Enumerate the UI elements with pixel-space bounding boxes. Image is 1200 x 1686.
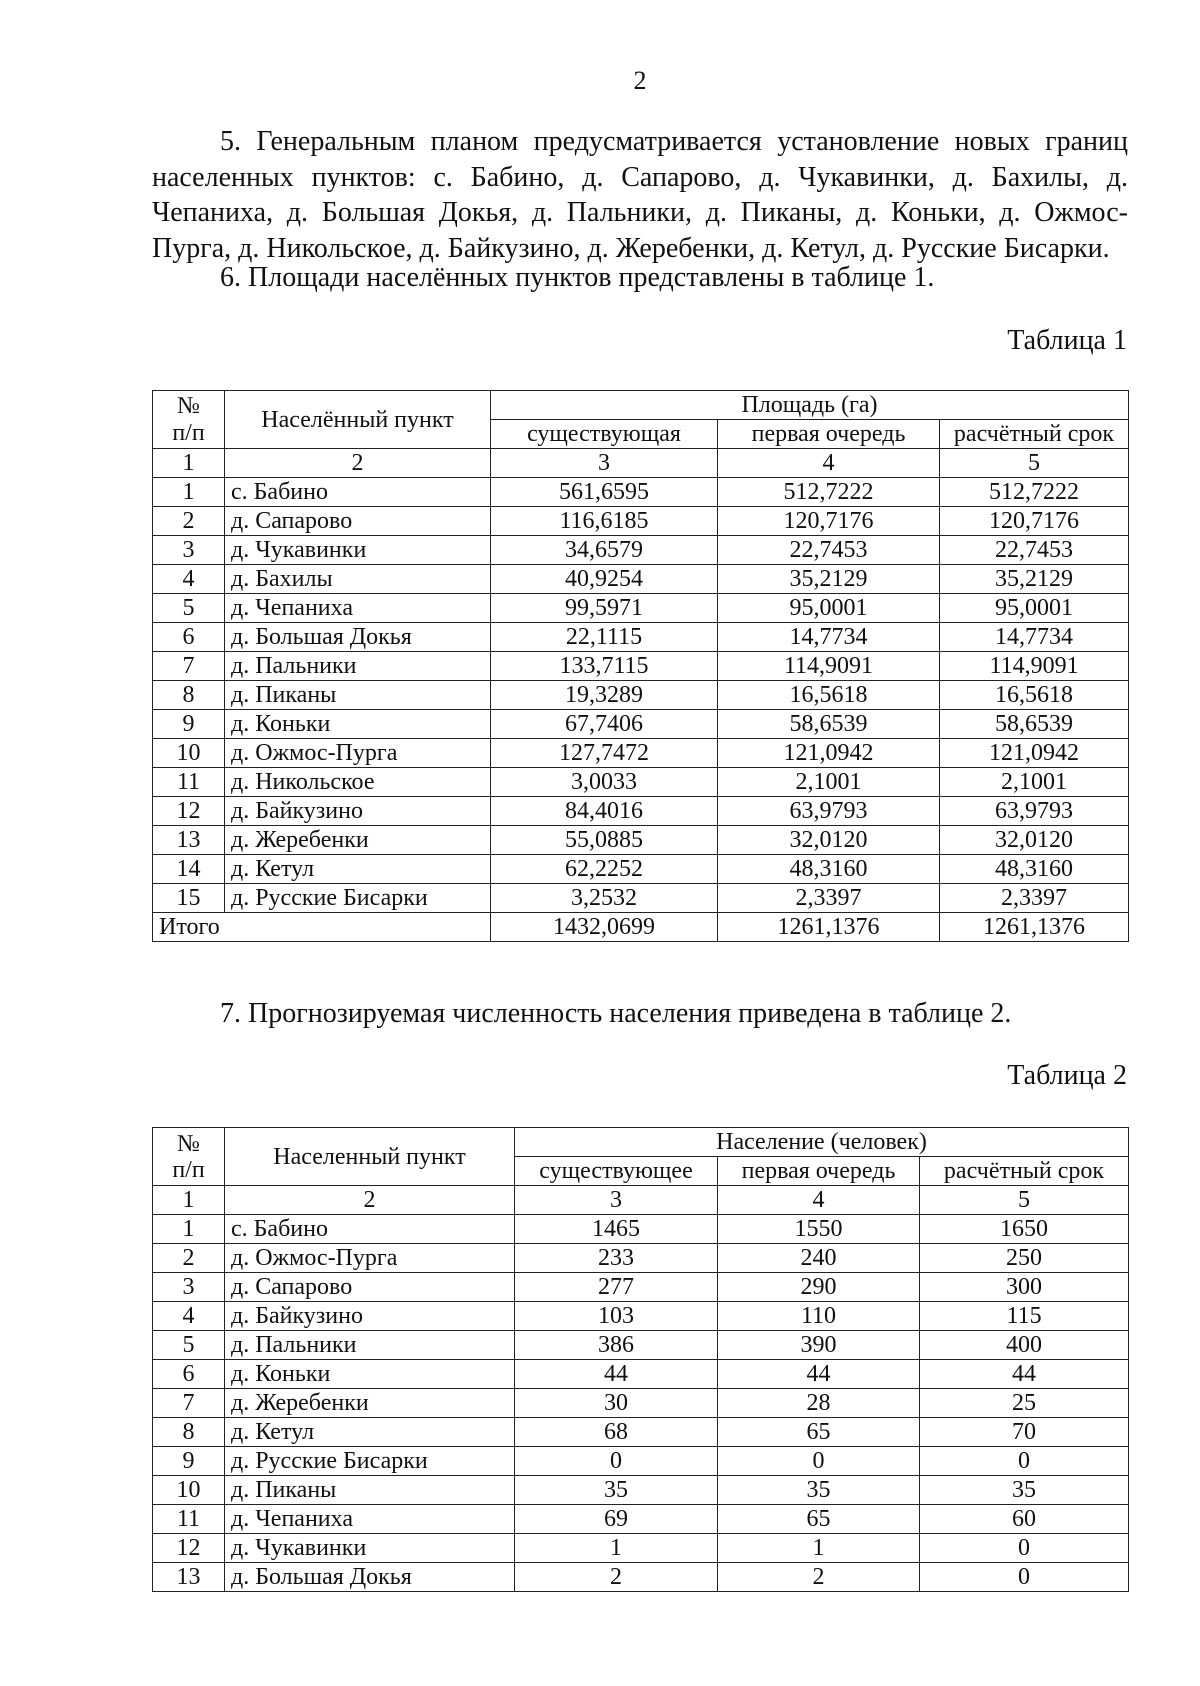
table1-caption: Таблица 1 <box>1007 325 1127 356</box>
t2-cell-row-no: 3 <box>153 1273 225 1302</box>
t1-cell-projected: 120,7176 <box>940 507 1129 536</box>
t1-num-2: 2 <box>225 449 491 478</box>
t2-cell-existing: 1 <box>515 1534 718 1563</box>
t2-cell-first-stage: 1 <box>718 1534 920 1563</box>
t1-total-label: Итого <box>153 913 491 942</box>
t2-cell-row-no: 9 <box>153 1447 225 1476</box>
t1-cell-first-stage: 121,0942 <box>718 739 940 768</box>
t1-cell-projected: 63,9793 <box>940 797 1129 826</box>
t1-cell-row-no: 6 <box>153 623 225 652</box>
t1-num-3: 3 <box>491 449 718 478</box>
t1-cell-projected: 2,1001 <box>940 768 1129 797</box>
t1-cell-existing: 40,9254 <box>491 565 718 594</box>
t1-cell-row-no: 1 <box>153 478 225 507</box>
t1-cell-settlement-name: д. Бахилы <box>225 565 491 594</box>
t2-cell-projected: 0 <box>920 1563 1129 1592</box>
t1-table-row <box>153 536 1129 565</box>
t1-cell-first-stage: 48,3160 <box>718 855 940 884</box>
t1-cell-settlement-name: д. Пиканы <box>225 681 491 710</box>
t2-table-row <box>153 1273 1129 1302</box>
t2-cell-settlement-name: д. Большая Докья <box>225 1563 515 1592</box>
t1-header-existing: существующая <box>491 420 718 449</box>
t2-cell-existing: 2 <box>515 1563 718 1592</box>
t1-cell-settlement-name: д. Русские Бисарки <box>225 884 491 913</box>
t2-cell-projected: 0 <box>920 1447 1129 1476</box>
t1-cell-settlement-name: д. Сапарово <box>225 507 491 536</box>
t1-cell-first-stage: 63,9793 <box>718 797 940 826</box>
t1-cell-first-stage: 14,7734 <box>718 623 940 652</box>
t1-cell-settlement-name: с. Бабино <box>225 478 491 507</box>
t1-cell-existing: 34,6579 <box>491 536 718 565</box>
t1-cell-first-stage: 16,5618 <box>718 681 940 710</box>
t2-cell-settlement-name: д. Русские Бисарки <box>225 1447 515 1476</box>
paragraph-5: 5. Генеральным планом предусматривается установление новых границ населенных пунктов: с. Бабино, д. Сапарово, д. Чукавинки, д. Бахилы, д. Чепаниха, д. Большая Докья, д. Пальники, д. Пиканы, д. Коньки, д. Ожмос-Пурга, д. Никольское, д. Байкузино, д. Жеребенки, д. Кетул, д. Русские Бисарки. <box>152 126 1128 264</box>
t1-cell-settlement-name: д. Коньки <box>225 710 491 739</box>
t1-cell-existing: 55,0885 <box>491 826 718 855</box>
t2-cell-settlement-name: д. Чукавинки <box>225 1534 515 1563</box>
t1-cell-existing: 127,7472 <box>491 739 718 768</box>
t2-table-row <box>153 1418 1129 1447</box>
t1-cell-projected: 14,7734 <box>940 623 1129 652</box>
t2-table-row <box>153 1389 1129 1418</box>
t2-cell-row-no: 12 <box>153 1534 225 1563</box>
t2-cell-first-stage: 1550 <box>718 1215 920 1244</box>
t1-cell-existing: 99,5971 <box>491 594 718 623</box>
t1-cell-existing: 116,6185 <box>491 507 718 536</box>
t1-table-row <box>153 507 1129 536</box>
t2-cell-row-no: 4 <box>153 1302 225 1331</box>
t1-total-row <box>153 913 1129 942</box>
t1-cell-projected: 2,3397 <box>940 884 1129 913</box>
t1-cell-existing: 133,7115 <box>491 652 718 681</box>
t1-cell-row-no: 10 <box>153 739 225 768</box>
t1-table-row <box>153 797 1129 826</box>
t2-cell-projected: 60 <box>920 1505 1129 1534</box>
t2-cell-projected: 250 <box>920 1244 1129 1273</box>
t2-table-row <box>153 1215 1129 1244</box>
t1-cell-row-no: 12 <box>153 797 225 826</box>
t1-num-5: 5 <box>940 449 1129 478</box>
t2-cell-first-stage: 0 <box>718 1447 920 1476</box>
t1-cell-row-no: 9 <box>153 710 225 739</box>
t2-cell-first-stage: 2 <box>718 1563 920 1592</box>
paragraph-7: 7. Прогнозируемая численность населения приведена в таблице 2. <box>220 998 1012 1029</box>
t1-table-row <box>153 884 1129 913</box>
t1-cell-settlement-name: д. Пальники <box>225 652 491 681</box>
t1-cell-first-stage: 22,7453 <box>718 536 940 565</box>
table-1-areas <box>152 390 1129 942</box>
t1-cell-settlement-name: д. Ожмос-Пурга <box>225 739 491 768</box>
t2-cell-first-stage: 35 <box>718 1476 920 1505</box>
t2-cell-row-no: 10 <box>153 1476 225 1505</box>
t1-cell-settlement-name: д. Чепаниха <box>225 594 491 623</box>
t1-cell-first-stage: 2,1001 <box>718 768 940 797</box>
t2-cell-row-no: 13 <box>153 1563 225 1592</box>
t2-cell-settlement-name: д. Коньки <box>225 1360 515 1389</box>
t1-total-existing: 1432,0699 <box>491 913 718 942</box>
t1-header-name: Населённый пункт <box>225 391 491 449</box>
t2-cell-first-stage: 240 <box>718 1244 920 1273</box>
t2-cell-row-no: 7 <box>153 1389 225 1418</box>
t2-table-row <box>153 1302 1129 1331</box>
t2-header-first-stage: первая очередь <box>718 1157 920 1186</box>
t1-table-row <box>153 681 1129 710</box>
t1-cell-settlement-name: д. Чукавинки <box>225 536 491 565</box>
t2-cell-existing: 103 <box>515 1302 718 1331</box>
t1-cell-row-no: 3 <box>153 536 225 565</box>
t2-cell-settlement-name: д. Байкузино <box>225 1302 515 1331</box>
t1-cell-row-no: 15 <box>153 884 225 913</box>
t2-cell-settlement-name: д. Ожмос-Пурга <box>225 1244 515 1273</box>
t1-total-first-stage: 1261,1376 <box>718 913 940 942</box>
t1-cell-projected: 35,2129 <box>940 565 1129 594</box>
t1-table-row <box>153 594 1129 623</box>
t1-cell-existing: 19,3289 <box>491 681 718 710</box>
t1-header-no: № п/п <box>153 391 225 449</box>
t2-table-row <box>153 1563 1129 1592</box>
t2-cell-settlement-name: с. Бабино <box>225 1215 515 1244</box>
t2-num-2: 2 <box>225 1186 515 1215</box>
t2-cell-projected: 400 <box>920 1331 1129 1360</box>
t1-cell-existing: 3,0033 <box>491 768 718 797</box>
t1-cell-settlement-name: д. Кетул <box>225 855 491 884</box>
t2-cell-existing: 35 <box>515 1476 718 1505</box>
t1-cell-settlement-name: д. Большая Докья <box>225 623 491 652</box>
t2-cell-existing: 68 <box>515 1418 718 1447</box>
t1-cell-settlement-name: д. Байкузино <box>225 797 491 826</box>
t2-cell-projected: 70 <box>920 1418 1129 1447</box>
t1-cell-existing: 84,4016 <box>491 797 718 826</box>
t1-header-projected: расчётный срок <box>940 420 1129 449</box>
t2-cell-projected: 25 <box>920 1389 1129 1418</box>
t2-table-row <box>153 1476 1129 1505</box>
t2-cell-projected: 35 <box>920 1476 1129 1505</box>
t2-cell-first-stage: 44 <box>718 1360 920 1389</box>
t1-cell-row-no: 8 <box>153 681 225 710</box>
t1-cell-row-no: 13 <box>153 826 225 855</box>
t1-cell-first-stage: 512,7222 <box>718 478 940 507</box>
t1-cell-first-stage: 120,7176 <box>718 507 940 536</box>
t1-cell-projected: 121,0942 <box>940 739 1129 768</box>
table2-caption: Таблица 2 <box>1007 1060 1127 1091</box>
t1-table-row <box>153 565 1129 594</box>
t2-cell-first-stage: 390 <box>718 1331 920 1360</box>
t2-cell-existing: 233 <box>515 1244 718 1273</box>
paragraph-6: 6. Площади населённых пунктов представлены в таблице 1. <box>220 262 935 293</box>
t1-cell-existing: 22,1115 <box>491 623 718 652</box>
t2-cell-existing: 30 <box>515 1389 718 1418</box>
t1-num-4: 4 <box>718 449 940 478</box>
t2-cell-first-stage: 65 <box>718 1505 920 1534</box>
t1-header-group: Площадь (га) <box>491 391 1129 420</box>
t2-header-name: Населенный пункт <box>225 1128 515 1186</box>
t2-cell-existing: 386 <box>515 1331 718 1360</box>
t2-cell-first-stage: 28 <box>718 1389 920 1418</box>
t1-body <box>153 478 1129 913</box>
t1-cell-row-no: 11 <box>153 768 225 797</box>
t1-cell-first-stage: 114,9091 <box>718 652 940 681</box>
t2-num-3: 3 <box>515 1186 718 1215</box>
t2-cell-projected: 115 <box>920 1302 1129 1331</box>
t1-cell-existing: 67,7406 <box>491 710 718 739</box>
t2-header-no: № п/п <box>153 1128 225 1186</box>
t2-cell-row-no: 5 <box>153 1331 225 1360</box>
t1-table-row <box>153 826 1129 855</box>
t1-cell-row-no: 4 <box>153 565 225 594</box>
t1-table-row <box>153 855 1129 884</box>
t1-cell-row-no: 2 <box>153 507 225 536</box>
t2-num-1: 1 <box>153 1186 225 1215</box>
t1-cell-settlement-name: д. Жеребенки <box>225 826 491 855</box>
t2-cell-projected: 44 <box>920 1360 1129 1389</box>
t1-table-row <box>153 478 1129 507</box>
t1-cell-projected: 32,0120 <box>940 826 1129 855</box>
t2-cell-existing: 277 <box>515 1273 718 1302</box>
t1-table-row <box>153 768 1129 797</box>
t2-cell-row-no: 1 <box>153 1215 225 1244</box>
t2-table-row <box>153 1244 1129 1273</box>
t2-cell-projected: 1650 <box>920 1215 1129 1244</box>
t1-cell-settlement-name: д. Никольское <box>225 768 491 797</box>
table-2-population <box>152 1127 1129 1592</box>
t1-num-1: 1 <box>153 449 225 478</box>
t1-table-row <box>153 739 1129 768</box>
t1-cell-existing: 561,6595 <box>491 478 718 507</box>
t2-header-projected: расчётный срок <box>920 1157 1129 1186</box>
t2-cell-projected: 300 <box>920 1273 1129 1302</box>
t1-cell-projected: 512,7222 <box>940 478 1129 507</box>
t2-cell-row-no: 2 <box>153 1244 225 1273</box>
page-number: 2 <box>633 66 647 95</box>
t1-numbering-row <box>153 449 1129 478</box>
t1-cell-first-stage: 58,6539 <box>718 710 940 739</box>
t2-cell-first-stage: 65 <box>718 1418 920 1447</box>
t2-num-4: 4 <box>718 1186 920 1215</box>
t1-cell-existing: 62,2252 <box>491 855 718 884</box>
t2-cell-row-no: 6 <box>153 1360 225 1389</box>
t1-table-row <box>153 710 1129 739</box>
t1-cell-existing: 3,2532 <box>491 884 718 913</box>
t1-cell-projected: 58,6539 <box>940 710 1129 739</box>
t2-cell-projected: 0 <box>920 1534 1129 1563</box>
t2-cell-existing: 44 <box>515 1360 718 1389</box>
t2-cell-settlement-name: д. Сапарово <box>225 1273 515 1302</box>
t1-cell-projected: 48,3160 <box>940 855 1129 884</box>
t1-table-row <box>153 623 1129 652</box>
t2-num-5: 5 <box>920 1186 1129 1215</box>
t2-header-group: Население (человек) <box>515 1128 1129 1157</box>
t1-header-first-stage: первая очередь <box>718 420 940 449</box>
t2-cell-settlement-name: д. Пиканы <box>225 1476 515 1505</box>
t2-header-existing: существующее <box>515 1157 718 1186</box>
t1-cell-first-stage: 32,0120 <box>718 826 940 855</box>
t2-table-row <box>153 1331 1129 1360</box>
t2-cell-settlement-name: д. Жеребенки <box>225 1389 515 1418</box>
t1-cell-projected: 22,7453 <box>940 536 1129 565</box>
t2-cell-row-no: 8 <box>153 1418 225 1447</box>
t1-cell-projected: 95,0001 <box>940 594 1129 623</box>
t2-cell-existing: 69 <box>515 1505 718 1534</box>
t1-total-projected: 1261,1376 <box>940 913 1129 942</box>
t1-cell-row-no: 5 <box>153 594 225 623</box>
t2-cell-first-stage: 110 <box>718 1302 920 1331</box>
t1-table-row <box>153 652 1129 681</box>
t2-table-row <box>153 1447 1129 1476</box>
t2-cell-existing: 1465 <box>515 1215 718 1244</box>
t2-cell-existing: 0 <box>515 1447 718 1476</box>
t2-table-row <box>153 1505 1129 1534</box>
t1-cell-projected: 114,9091 <box>940 652 1129 681</box>
t1-cell-row-no: 14 <box>153 855 225 884</box>
t1-cell-row-no: 7 <box>153 652 225 681</box>
t1-cell-first-stage: 35,2129 <box>718 565 940 594</box>
t2-cell-settlement-name: д. Чепаниха <box>225 1505 515 1534</box>
t2-numbering-row <box>153 1186 1129 1215</box>
t2-cell-first-stage: 290 <box>718 1273 920 1302</box>
t2-cell-settlement-name: д. Кетул <box>225 1418 515 1447</box>
t2-table-row <box>153 1360 1129 1389</box>
t2-table-row <box>153 1534 1129 1563</box>
t2-cell-row-no: 11 <box>153 1505 225 1534</box>
t2-body <box>153 1215 1129 1592</box>
t1-cell-first-stage: 2,3397 <box>718 884 940 913</box>
t1-cell-projected: 16,5618 <box>940 681 1129 710</box>
t1-cell-first-stage: 95,0001 <box>718 594 940 623</box>
t2-cell-settlement-name: д. Пальники <box>225 1331 515 1360</box>
